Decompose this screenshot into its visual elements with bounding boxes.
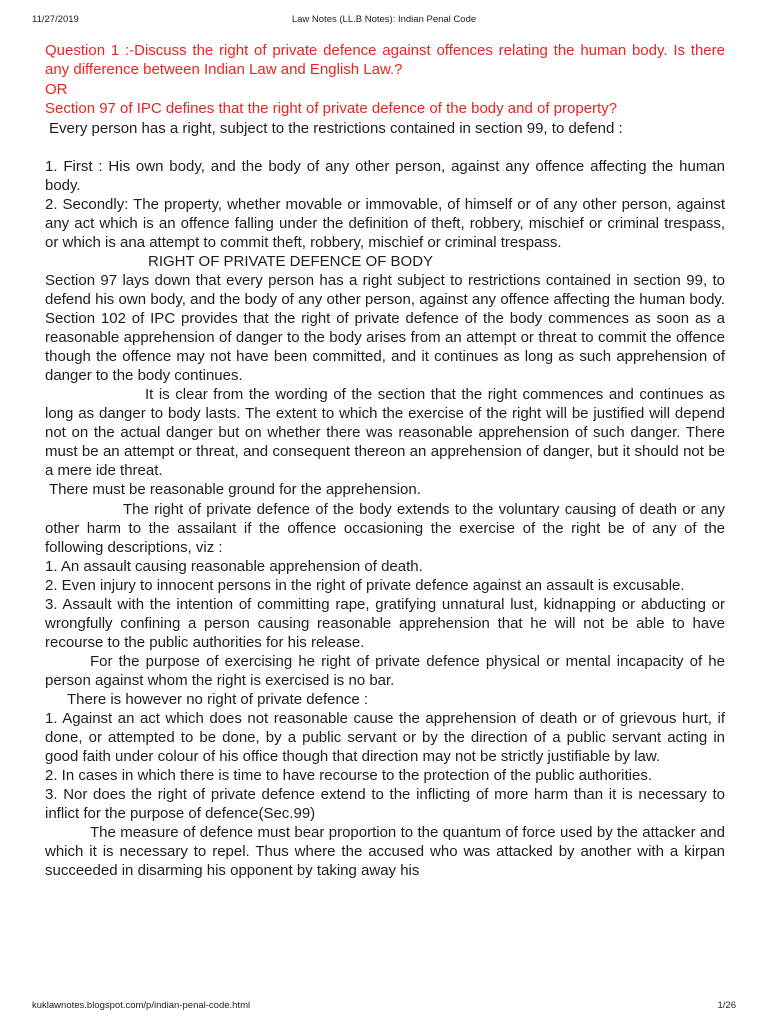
- paragraph: For the purpose of exercising he right of private defence physical or mental incapacity of he person against whom the right is exercised is no bar.: [45, 652, 725, 689]
- paragraph: It is clear from the wording of the section that the right commences and continues as long as danger to body lasts. The extent to which the exercise of the right will be justified will depend not on the actual danger but on whether there was reasonable apprehension of such danger. There must be an attempt or threat, and consequent thereon an apprehension of danger, but it should not be a mere ide threat.: [45, 386, 725, 480]
- list-item: 1. First : His own body, and the body of any other person, against any offence affecting the human body.: [45, 157, 725, 194]
- list-item: 2. Secondly: The property, whether movable or immovable, of himself or of any other person, against any act which is an offence falling under the definition of theft, robbery, mischief or criminal trespass, or which is ana attempt to commit theft, robbery, mischief or criminal trespass.: [45, 195, 725, 251]
- blank-line: [45, 138, 725, 157]
- list-item: 2. Even injury to innocent persons in the right of private defence against an assault is excusable.: [45, 576, 685, 594]
- print-date: 11/27/2019: [32, 14, 79, 25]
- list-item: 1. Against an act which does not reasonable cause the apprehension of death or of grievous hurt, if done, or attempted to be done, by a public servant or by the direction of a public servant acting in good faith under colour of his office though that direction may not be strictly justifiable by law.: [45, 710, 725, 766]
- list-item: 2. In cases in which there is time to have recourse to the protection of the public authorities.: [45, 767, 652, 785]
- paragraph: The right of private defence of the body extends to the voluntary causing of death or any other harm to the assailant if the offence occasioning the exercise of the right be of any of the following descriptions, viz :: [45, 500, 725, 556]
- question-alternate: Section 97 of IPC defines that the right of private defence of the body and of property?: [45, 100, 618, 118]
- paragraph: There must be reasonable ground for the apprehension.: [49, 481, 421, 499]
- section-heading: RIGHT OF PRIVATE DEFENCE OF BODY: [148, 252, 434, 270]
- source-url: kuklawnotes.blogspot.com/p/indian-penal-code.html: [32, 1000, 251, 1011]
- question-text: Question 1 :-Discuss the right of private defence against offences relating the human body. Is there any difference between Indian Law and English Law.?: [45, 42, 725, 79]
- document-body: [45, 41, 725, 880]
- paragraph-intro: Every person has a right, subject to the restrictions contained in section 99, to defend :: [49, 119, 623, 137]
- print-footer: [32, 1000, 736, 1014]
- page-title: Law Notes (LL.B Notes): Indian Penal Code: [291, 14, 477, 25]
- list-item: 3. Assault with the intention of committing rape, gratifying unnatural lust, kidnapping or abducting or wrongfully confining a person causing reasonable apprehension that he will not be able to have recourse to the public authorities for his release.: [45, 595, 725, 651]
- question-or: OR: [45, 80, 68, 98]
- paragraph: There is however no right of private defence :: [67, 690, 368, 708]
- paragraph: The measure of defence must bear proportion to the quantum of force used by the attacker and which it is necessary to repel. Thus where the accused who was attacked by another with a kirpan succeeded in disarming his opponent by taking away his: [45, 824, 725, 880]
- page-number: 1/26: [717, 1000, 736, 1011]
- list-item: 1. An assault causing reasonable apprehension of death.: [45, 557, 423, 575]
- paragraph: Section 97 lays down that every person has a right subject to restrictions contained in section 99, to defend his own body, and the body of any other person, against any offence affecting the human body. Section 102 of IPC provides that the right of private defence of the body commences as soon as a reasonable apprehension of danger to the body arises from an attempt or threat to commit the offence though the offence may not have been committed, and it continues as long as such apprehension of danger to the body continues.: [45, 271, 725, 385]
- list-item: 3. Nor does the right of private defence extend to the inflicting of more harm than it is necessary to inflict for the purpose of defence(Sec.99): [45, 786, 725, 823]
- print-header: [32, 14, 736, 28]
